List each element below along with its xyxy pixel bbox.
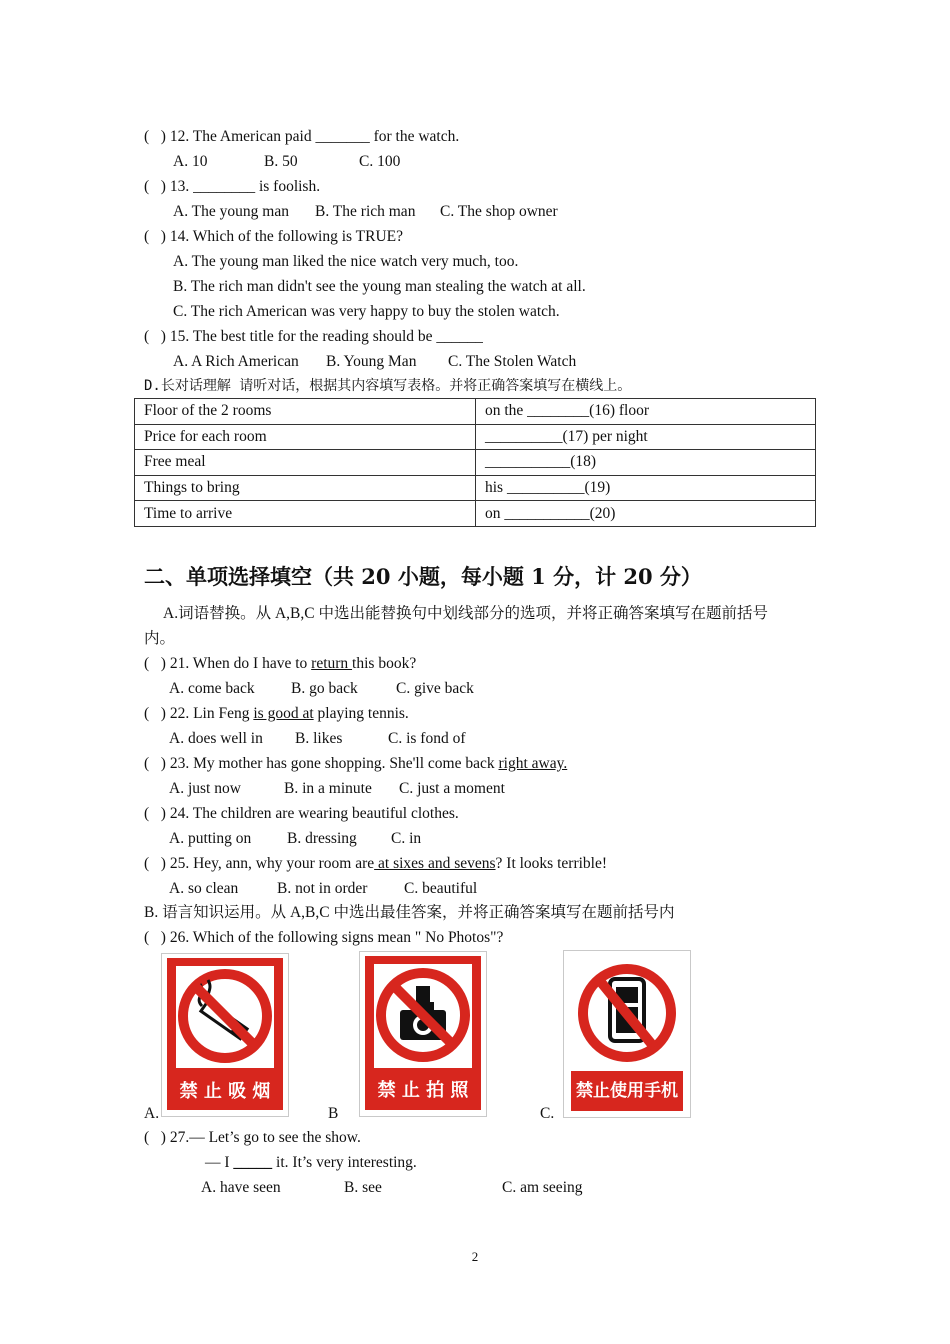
q26-option-a: A. — [144, 1105, 160, 1122]
sign-b-caption: 禁 止 拍 照 — [377, 1080, 469, 1101]
q25-stem: ( ) 25. Hey, ann, why your room are at sixes and sevens? It looks terrible! — [144, 855, 608, 872]
q22-underlined-phrase: is good at — [253, 705, 314, 722]
no-photos-sign-icon — [359, 951, 487, 1117]
table-label-cell: Floor of the 2 rooms — [135, 399, 476, 425]
q14-option-b: B. The rich man didn't see the young man stealing the watch at all. — [173, 278, 586, 295]
q23-option-a: A. just now — [169, 780, 241, 797]
table-answer-cell: his __________(19) — [476, 475, 816, 501]
q12-option-a: A. 10 — [173, 153, 208, 170]
q21-underlined-phrase: return — [311, 655, 353, 672]
table-label-cell: Things to bring — [135, 475, 476, 501]
q27-stem: ( ) 27.— Let’s go to see the show. — [144, 1129, 361, 1146]
q12-stem: ( ) 12. The American paid _______ for the watch. — [144, 128, 460, 145]
q25-underlined-phrase: at sixes and sevens — [374, 855, 496, 872]
q14-option-c: C. The rich American was very happy to buy the stolen watch. — [173, 303, 560, 320]
q13-option-c: C. The shop owner — [440, 203, 558, 220]
q24-option-b: B. dressing — [287, 830, 357, 847]
table-label-cell: Price for each room — [135, 424, 476, 450]
table-label-cell: Free meal — [135, 450, 476, 476]
q25-option-c: C. beautiful — [404, 880, 478, 897]
q21-option-c: C. give back — [396, 680, 474, 697]
table-answer-cell: on the ________(16) floor — [476, 399, 816, 425]
q26-option-b: B — [328, 1105, 339, 1122]
q24-option-c: C. in — [391, 830, 422, 847]
q12-option-c: C. 100 — [359, 153, 401, 170]
table-label-cell: Time to arrive — [135, 501, 476, 527]
q23-stem: ( ) 23. My mother has gone shopping. She'll come back right away. — [144, 755, 568, 772]
table-answer-cell: ___________(18) — [476, 450, 816, 476]
table-row — [135, 424, 816, 450]
table-row — [135, 501, 816, 527]
sign-c-caption: 禁止使用手机 — [576, 1081, 678, 1101]
q15-stem: ( ) 15. The best title for the reading should be ______ — [144, 328, 483, 345]
q14-stem: ( ) 14. Which of the following is TRUE? — [144, 228, 404, 245]
q27-option-a: A. have seen — [201, 1179, 281, 1196]
q27-option-b: B. see — [344, 1179, 382, 1196]
table-answer-cell: __________(17) per night — [476, 424, 816, 450]
q15-option-b: B. Young Man — [326, 353, 417, 370]
part-two-heading: 二、单项选择填空（共 20 小题，每小题 1 分，计 20 分） — [144, 564, 702, 589]
q21-stem: ( ) 21. When do I have to return this book? — [144, 655, 417, 672]
page-number: 2 — [471, 1249, 479, 1264]
q13-option-a: A. The young man — [173, 203, 289, 220]
table-answer-cell: on ___________(20) — [476, 501, 816, 527]
q21-option-b: B. go back — [291, 680, 358, 697]
hotel-info-table — [134, 398, 816, 527]
q24-stem: ( ) 24. The children are wearing beautiful clothes. — [144, 805, 459, 822]
q23-option-b: B. in a minute — [284, 780, 372, 797]
table-row — [135, 475, 816, 501]
q15-option-a: A. A Rich American — [173, 353, 299, 370]
q13-stem: ( ) 13. ________ is foolish. — [144, 178, 321, 195]
q21-option-a: A. come back — [169, 680, 255, 697]
q27-reply: — I _____ it. It’s very interesting. — [205, 1154, 417, 1171]
q22-option-c: C. is fond of — [388, 730, 466, 747]
q24-option-a: A. putting on — [169, 830, 252, 847]
q27-option-c: C. am seeing — [502, 1179, 583, 1196]
table-row — [135, 399, 816, 425]
q15-option-c: C. The Stolen Watch — [448, 353, 577, 370]
sign-a-caption: 禁 止 吸 烟 — [179, 1081, 271, 1102]
q22-option-a: A. does well in — [169, 730, 263, 747]
table-row — [135, 450, 816, 476]
q22-stem: ( ) 22. Lin Feng is good at playing tennis. — [144, 705, 409, 722]
q25-option-a: A. so clean — [169, 880, 239, 897]
q13-option-b: B. The rich man — [315, 203, 416, 220]
q14-option-a: A. The young man liked the nice watch very much, too. — [173, 253, 519, 270]
q23-option-c: C. just a moment — [399, 780, 505, 797]
q22-option-b: B. likes — [295, 730, 343, 747]
no-phone-sign-icon — [563, 950, 691, 1118]
q26-option-c: C. — [540, 1105, 555, 1122]
q23-underlined-phrase: right away. — [498, 755, 568, 772]
section-a-instructions: A.词语替换。从 A,B,C 中选出能替换句中划线部分的选项，并将正确答案填写在题前括号 — [163, 605, 768, 622]
q25-option-b: B. not in order — [277, 880, 368, 897]
no-smoking-sign-icon — [161, 953, 289, 1117]
section-b-instructions: B. 语言知识运用。从 A,B,C 中选出最佳答案，并将正确答案填写在题前括号内 — [144, 904, 675, 921]
section-a-instructions-cont: 内。 — [144, 630, 176, 647]
q12-option-b: B. 50 — [264, 153, 298, 170]
q27-answer-blank: _____ — [233, 1154, 273, 1171]
section-d-instructions: D.长对话理解 请听对话，根据其内容填写表格。并将正确答案填写在横线上。 — [144, 378, 632, 394]
q26-stem: ( ) 26. Which of the following signs mean " No Photos"? — [144, 929, 504, 946]
